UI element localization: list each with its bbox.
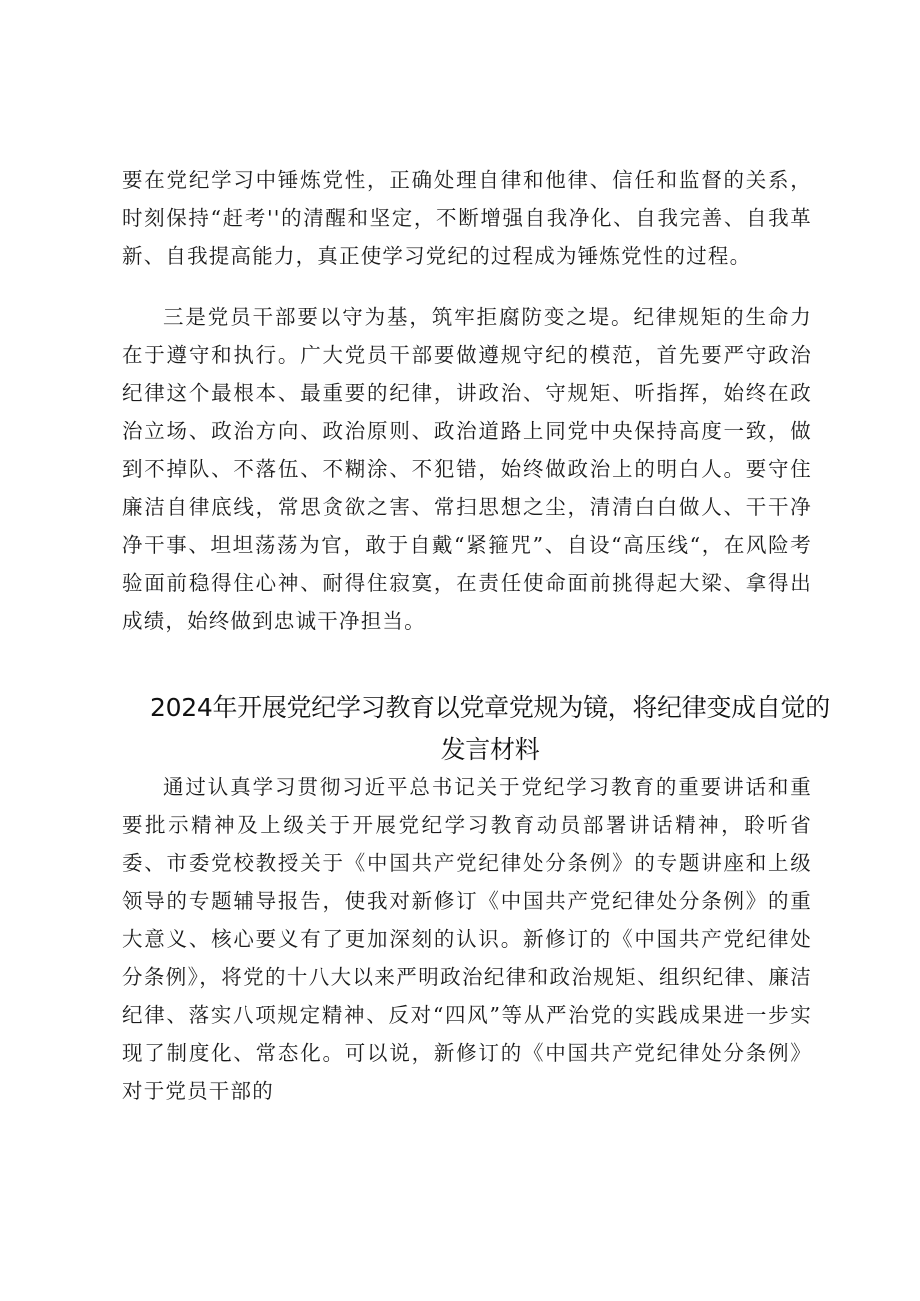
paragraph-point-three: 三是党员干部要以守为基，筑牢拒腐防变之堤。纪律规矩的生命力在于遵守和执行。广大党员干部要做遵规守纪的模范，首先要严守政治纪律这个最根本、最重要的纪律，讲政治、守规矩、听指挥，始终在政治立场、政治方向、政治原则、政治道路上同党中央保持高度一致，做到不掉队、不落伍、不糊涂、不犯错，始终做政治上的明白人。要守住廉洁自律底线，常思贪欲之害、常扫思想之尘，清清白白做人、干干净净干事、坦坦荡荡为官，敢于自戴“紧箍咒”、自设“高压线“，在风险考验面前稳得住心神、耐得住寂寞，在责任使命面前挑得起大梁、拿得出成绩，始终做到忠诚干净担当。 — [122, 305, 812, 633]
section-intro-paragraph: 通过认真学习贯彻习近平总书记关于党纪学习教育的重要讲话和重要批示精神及上级关于开展党纪学习教育动员部署讲话精神，聆听省委、市委党校教授关于《中国共产党纪律处分条例》的专题讲座和上级领导的专题辅导报告，使我对新修订《中国共产党纪律处分条例》的重大意义、核心要义有了更加深刻的认识。新修订的《中国共产党纪律处分条例》，将党的十八大以来严明政治纪律和政治规矩、组织纪律、廉洁纪律、落实八项规定精神、反对“四风”等从严治党的实践成果进一步实现了制度化、常态化。可以说，新修订的《中国共产党纪律处分条例》对于党员干部的 — [122, 775, 812, 1103]
section-title: 2024年开展党纪学习教育以党章党规为镜，将纪律变成自觉的发言材料 — [150, 693, 830, 764]
paragraph-continuation: 要在党纪学习中锤炼党性，正确处理自律和他律、信任和监督的关系，时刻保持“赶考''的清醒和坚定，不断增强自我净化、自我完善、自我革新、自我提高能力，真正使学习党纪的过程成为锤炼党性的过程。 — [122, 168, 812, 268]
